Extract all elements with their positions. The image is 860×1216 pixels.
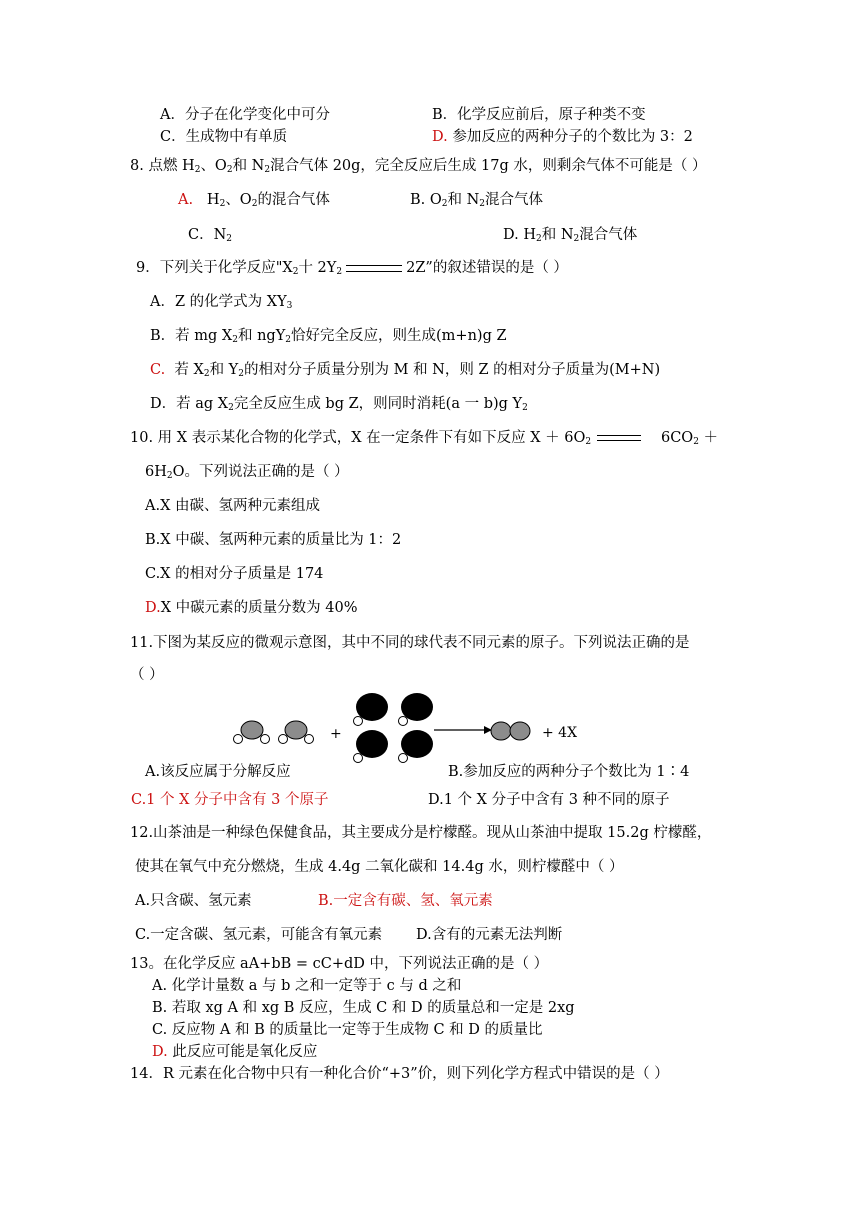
q12-stem-line1: 12.山茶油是一种绿色保健食品，其主要成分是柠檬醛。现从山茶油中提取 15.2g 柠檬醛， [130, 825, 712, 841]
q13-option-c: C. 反应物 A 和 B 的质量比一定等于生成物 C 和 D 的质量比 [152, 1022, 543, 1038]
q9-option-d: D．若 ag $X_2$完全反应生成 bg Z，则同时消耗(a 一 b)g $Y_2$ [150, 396, 528, 413]
q13-option-d: D. 此反应可能是氧化反应 [152, 1044, 318, 1060]
reactant-molecule-small [279, 721, 314, 744]
q9-option-c: C. 若 $X_2$和 $Y_2$的相对分子质量分别为 M 和 N，则 Z 的相对分子质量为(M+N) [150, 362, 661, 379]
answer-mark: D. [152, 1044, 168, 1060]
q8-option-d: D. $H_2$和 $N_2$混合气体 [503, 227, 638, 244]
q11-option-b: B.参加反应的两种分子个数比为 1∶4 [448, 764, 690, 780]
q12-option-d: D.含有的元素无法判断 [416, 927, 563, 943]
q11-stem: 11.下图为某反应的微观示意图，其中不同的球代表不同元素的原子。下列说法正确的是 [130, 635, 690, 651]
q8-option-b: B. $O_2$和 $N_2$混合气体 [410, 192, 544, 209]
q13-stem: 13。在化学反应 aA+bB = cC+dD 中，下列说法正确的是（ ） [130, 956, 549, 972]
q9-option-b: B．若 mg $X_2$和 ngY$_2$恰好完全反应，则生成(m+n)g Z [150, 328, 507, 345]
q12-option-a: A.只含碳、氢元素 [135, 893, 252, 909]
q13-option-a: A. 化学计量数 a 与 b 之和一定等于 c 与 d 之和 [152, 978, 462, 994]
answer-mark: A. [178, 192, 194, 208]
q10-stem-line2: $6H_2O$。下列说法正确的是（ ） [145, 464, 349, 481]
q11-option-a: A.该反应属于分解反应 [145, 764, 291, 780]
q7-option-b: B．化学反应前后，原子种类不变 [432, 107, 646, 123]
reactant-molecule-large [354, 730, 389, 763]
reactant-molecule-small [234, 721, 270, 744]
q11-option-d: D.1 个 X 分子中含有 3 种不同的原子 [428, 792, 670, 808]
q13-option-b: B. 若取 xg A 和 xg B 反应，生成 C 和 D 的质量总和一定是 2xg [152, 1000, 575, 1016]
q10-option-a: A.X 由碳、氢两种元素组成 [145, 498, 321, 514]
q7-option-c: C．生成物中有单质 [160, 129, 288, 145]
q10-option-b: B.X 中碳、氢两种元素的质量比为 1：2 [145, 532, 402, 548]
answer-mark: C. [150, 362, 166, 378]
reaction-equals-sign [597, 435, 641, 441]
answer-mark: D. [145, 600, 161, 616]
reaction-equals-sign [346, 265, 402, 272]
q12-option-c: C.一定含碳、氢元素，可能含有氧元素 [135, 927, 383, 943]
q7-option-a: A．分子在化学变化中可分 [160, 107, 330, 123]
q12-option-b: B.一定含有碳、氢、氧元素 [318, 893, 493, 909]
q11-option-c: C.1 个 X 分子中含有 3 个原子 [131, 792, 329, 808]
plus-sign: + [330, 726, 342, 742]
q8-option-a: A. $H_2$、$O_2$的混合气体 [178, 192, 330, 209]
q8-option-c: C．$N_2$ [188, 227, 233, 244]
q14-stem: 14．R 元素在化合物中只有一种化合价“+3”价，则下列化学方程式中错误的是（ ） [130, 1066, 669, 1082]
q11-paren: （ ） [130, 667, 164, 683]
product-label: + 4X [542, 725, 578, 741]
q10-stem-line1: 10. 用 X 表示某化合物的化学式，X 在一定条件下有如下反应 $X + 6O_2$ $6CO_2$ ＋ [130, 430, 719, 447]
q12-stem-line2: 使其在氧气中充分燃烧，生成 4.4g 二氧化碳和 14.4g 水，则柠檬醛中（ ） [135, 859, 624, 875]
q10-option-c: C.X 的相对分子质量是 174 [145, 566, 324, 582]
reactant-molecule-large [354, 693, 389, 726]
q7-option-d: D. 参加反应的两种分子的个数比为 3：2 [432, 129, 693, 145]
q10-option-d: D.X 中碳元素的质量分数为 40% [145, 600, 358, 616]
q8-stem: 8. 点燃 $H_2$、$O_2$和 $N_2$混合气体 20g，完全反应后生成 17g 水，则剩余气体不可能是（ ） [130, 158, 707, 175]
reactant-molecule-large [399, 693, 434, 726]
reaction-diagram [228, 690, 608, 772]
product-molecule [491, 722, 530, 740]
q9-option-a: A．Z 的化学式为 $XY_3$ [150, 294, 293, 311]
answer-mark: D. [432, 129, 448, 145]
q9-stem: 9．下列关于化学反应"$X_2$十 $2Y_2$ 2Z”的叙述错误的是（ ） [136, 260, 568, 277]
reaction-arrow [434, 726, 492, 734]
reactant-molecule-large [399, 730, 434, 763]
